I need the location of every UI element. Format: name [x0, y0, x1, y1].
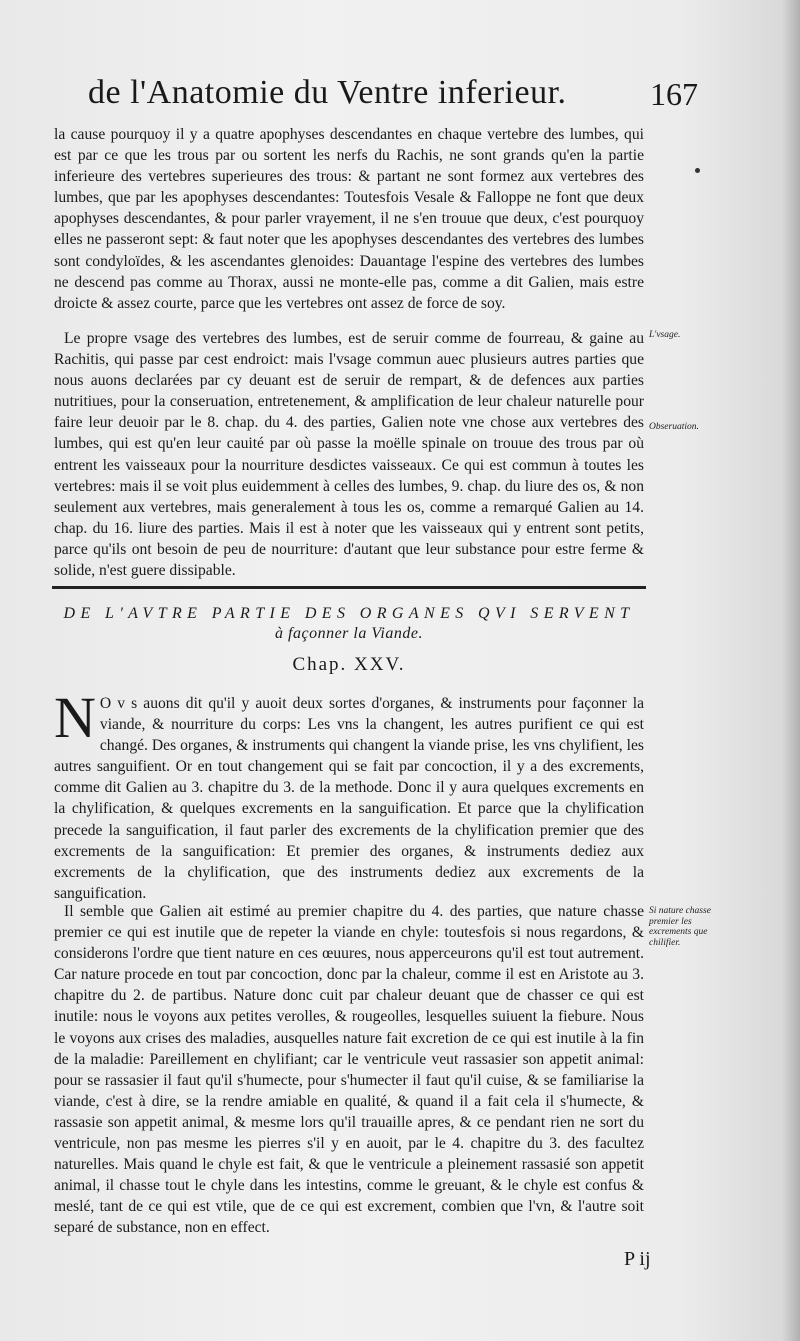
paragraph-chapter-intro — [54, 685, 644, 904]
section-divider — [52, 586, 646, 589]
paragraph-lumbar-apophyses — [54, 124, 644, 314]
section-title-line1: DE L'AVTRE PARTIE DES ORGANES QVI SERVENT — [63, 605, 635, 622]
margin-note-nature: Si nature chasse premier les excrements que chilifier. — [649, 906, 711, 948]
signature-mark: P ij — [624, 1248, 651, 1270]
margin-note-usage: L'vsage. — [649, 330, 681, 340]
chapter-heading: Chap. XXV. — [292, 654, 406, 675]
paragraph-text: O v s auons dit qu'il y auoit deux sortes d'organes, & instruments pour façonner la viande, & nourriture du corps: Les vns la changent, les autres purifient ce qui est changé. Des organes, & instruments qui changent la viande prise, les vns chylifient, les autres sanguifient. Or en tout changement qui se fait par concoction, il y a des excrements, comme dit Galien au 3. chapitre du 3. de la methode. Donc il y aura quelques excrements en la chylification, & quelques excrements en la sanguification. Et parce que la chylification precede la sanguification, il faut parler des excrements de la chylification premier que des excrements de la sanguification: Et premier des organes, & instruments dediez aux excrements de la chylification, que des instruments dediez aux excrements de la sanguification. — [54, 695, 644, 902]
margin-note-observation: Obseruation. — [649, 422, 699, 432]
page-header — [88, 74, 698, 124]
running-head: de l'Anatomie du Ventre inferieur. — [88, 74, 567, 111]
paragraph-galien-nature — [54, 901, 644, 1239]
section-title — [52, 604, 646, 644]
paragraph-text: Il semble que Galien ait estimé au premier chapitre du 4. des parties, que nature chasse premier ce qui est inutile que de repeter la viande en chyle: toutesfois si nous regardons, & considerons l'ordre que tient nature en ces œuures, nous apperceurons qu'il est tout autrement. Car nature procede en tout par concoction, donc par la chaleur, comme il est en Aristote au 3. chapitre du 2. de partibus. Nature donc cuit par chaleur deuant que de chasser ce qui est inutile: nous le voyons aux petites verolles, & rougeolles, lesquelles suiuent la fiebure. Nous le voyons aux crises des maladies, ausquelles nature fait excretion de ce qui est inutile à la fin de la maladie: Pareillement en chylifiant; car le ventricule veut rassasier son appetit animal: pour se rassasier il faut qu'il s'humecte, pour s'humecter il faut qu'il cuise, & se familiarise la viande, c'est à dire, se la rendre amiable en qualité, & quand il a fait cela il s'humecte, & rassasie son appetit animal, & mesme lors qu'il trauaille apres, & ce pendant rien ne sort du ventricule, non pas mesme les pierres s'il y en auoit, par le 4. chapitre du 3. des facultez naturelles. Mais quand le chyle est fait, & que le ventricule a pleinement rassasié son appetit animal, il chasse tout le chyle dans les intestins, comme le greuant, & le chyle est confus & meslé, tant de ce qui est vtile, que de ce qui est excrement, combien que l'vn, & l'autre soit separé de substance, non en effect. — [54, 903, 644, 1237]
paragraph-text: la cause pourquoy il y a quatre apophyses descendantes en chaque vertebre des lumbes, qui est par ce que les trous par ou sortent les nerfs du Rachis, ne sont grands qu'en la partie inferieure des vertebres superieures des trous: & partant ne sont formez aux vertebres des lumbes, que par les apophyses descendantes: Toutesfois Vesale & Falloppe ne font que deux apophyses descendantes, & pour parler vrayement, il ne s'en trouue que deux, c'est pourquoy elles ne passeront sept: & faut noter que les apophyses descendantes des vertebres des lumbes sont condyloïdes, & les ascendantes glenoides: Dauantage l'espine des vertebres des lumbes ne descend pas comme au Thorax, aussi ne monte-elle pas, comme a dit Galien, mais estre droicte & assez courte, parce que les vertebres ont assez de force de soy. — [54, 126, 644, 312]
drop-cap: N — [54, 685, 96, 750]
paragraph-text: Le propre vsage des vertebres des lumbes, est de seruir comme de fourreau, & gaine au Rachitis, qui passe par cest endroict: mais l'vsage commun auec plusieurs autres parties que nous auons declarées par cy deuant est de seruir de rempart, & de defences aux parties nutritiues, pour la conseruation, entretenement, & amplification de leur chaleur naturelle pour faire leur deuoir par le 8. chap. du 4. des parties, Galien note vne chose aux vertebres des lumbes, qui est qu'en leur cauité par où passe la moëlle spinale on trouue des trous par où entrent les vaisseaux pour la nourriture desdictes vaisseaux. Ce qui est commun à toutes les vertebres: mais il se voit plus euidemment à celles des lumbes, 9. chap. du liure des os, & non seulement aux vertebres, mais generalement à tous les os, comme a remarqué Galien au 14. chap. du 16. liure des parties. Mais il est à noter que les vaisseaux qui y entrent sont petits, parce qu'ils ont besoin de peu de nourriture: d'autant que leur substance pour estre ferme & solide, n'est guere dissipable. — [54, 330, 644, 580]
paragraph-lumbar-usage — [54, 328, 644, 581]
ink-spot — [695, 168, 700, 173]
section-title-line2: à façonner la Viande. — [275, 625, 423, 642]
page-binding-shadow — [782, 0, 800, 1341]
page-number: 167 — [650, 76, 698, 112]
